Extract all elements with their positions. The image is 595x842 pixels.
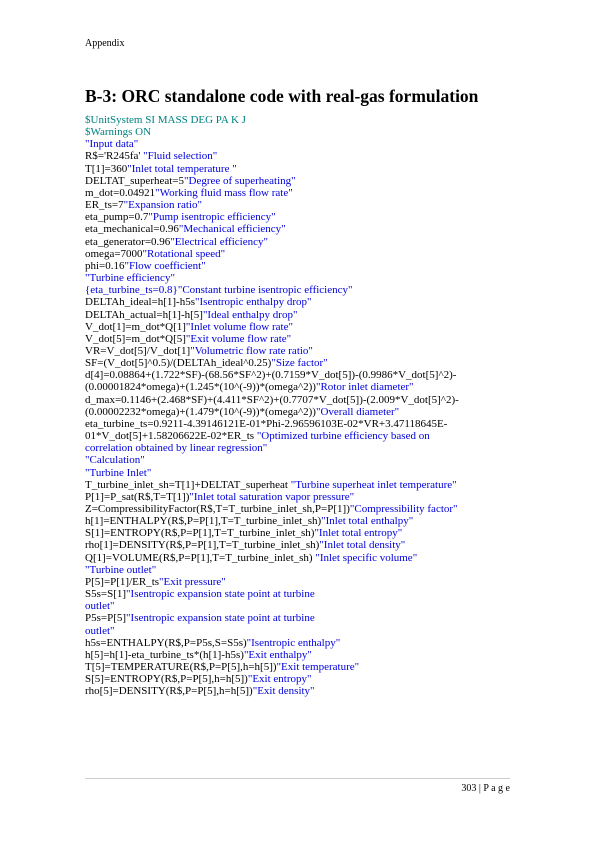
comment-text: "Exit volume flow rate" [185, 332, 292, 345]
directive-text: $Warnings ON [85, 126, 152, 139]
comment-text: "Volumetric flow rate ratio" [190, 344, 313, 357]
code-line [85, 625, 515, 637]
comment-text: outlet" [85, 624, 115, 637]
code-line [85, 272, 515, 284]
comment-text: "Inlet total density" [319, 539, 406, 552]
comment-text: "Rotational speed" [142, 247, 226, 260]
comment-text: "Electrical efficiency" [170, 235, 268, 248]
code-text: (0.00001824*omega)+(1.245*(10^(-9))*(omega^2)) [85, 381, 316, 394]
comment-text: "Inlet volume flow rate" [185, 320, 293, 333]
comment-text: correlation obtained by linear regression" [85, 442, 268, 455]
comment-text: "Exit entropy" [247, 673, 312, 686]
comment-text: "Isentropic enthalpy" [246, 636, 341, 649]
code-text: DELTAh_ideal=h[1]-h5s [85, 296, 196, 309]
comment-text: "Inlet total entropy" [314, 527, 403, 540]
code-text: d_max=0.1146+(2.468*SF)+(4.411*SF^2)+(0.7707*V_dot[5])-(2.009*V_dot[5]^2)- [85, 393, 459, 406]
code-line [85, 187, 515, 199]
comment-text: "Flow coefficient" [124, 259, 206, 272]
section-title: B-3: ORC standalone code with real-gas formulation [85, 86, 479, 106]
code-text: P[1]=P_sat(R$,T=T[1]) [85, 490, 190, 503]
code-line [85, 503, 515, 515]
comment-text: "Overall diameter" [315, 405, 400, 418]
code-line [85, 406, 515, 418]
code-text: (0.00002232*omega)+(1.479*(10^(-9))*(omega^2)) [85, 405, 316, 418]
comment-text: "Exit temperature" [276, 661, 360, 674]
comment-text: "Expansion ratio" [123, 199, 202, 212]
code-text: T[1]=360 [85, 162, 128, 175]
code-line [85, 588, 515, 600]
code-text: 01*V_dot[5]+1.58206622E-02*ER_ts [85, 430, 257, 443]
comment-text: "Isentropic enthalpy drop" [195, 296, 312, 309]
code-line [85, 454, 515, 466]
code-line [85, 515, 515, 527]
code-text: h[5]=h[1]-eta_turbine_ts*(h[1]-h5s) [85, 648, 244, 661]
comment-text: "Degree of superheating" [184, 174, 296, 187]
code-text: h5s=ENTHALPY(R$,P=P5s,S=S5s) [85, 636, 247, 649]
code-line [85, 381, 515, 393]
comment-text: "Isentropic expansion state point at turbine [126, 588, 315, 601]
code-line [85, 284, 515, 296]
page-footer: 303 | P a g e [85, 778, 510, 794]
code-text: SF=(V_dot[5]^0.5)/(DELTAh_ideal^0.25) [85, 357, 272, 370]
code-text: S[5]=ENTROPY(R$,P=P[5],h=h[5]) [85, 673, 248, 686]
code-text: Q[1]=VOLUME(R$,P=P[1],T=T_turbine_inlet_sh) [85, 551, 316, 564]
code-line [85, 357, 515, 369]
comment-text: "Compressibility factor" [349, 503, 458, 515]
code-text: DELTAT_superheat=5 [85, 174, 185, 187]
code-line [85, 552, 515, 564]
code-text: m_dot=0.04921 [85, 186, 156, 199]
code-line [85, 211, 515, 223]
comment-text: "Fluid selection" [143, 150, 218, 163]
code-text: P5s=P[5] [85, 612, 127, 625]
code-text: P[5]=P[1]/ER_ts [85, 575, 160, 588]
code-text: VR=V_dot[5]/V_dot[1] [85, 344, 191, 357]
running-header: Appendix [85, 38, 125, 49]
code-line [85, 138, 515, 150]
code-line [85, 248, 515, 260]
comment-text: "Turbine Inlet" [85, 466, 152, 479]
comment-text: "Input data" [85, 138, 139, 151]
comment-text: "Size factor" [271, 357, 328, 370]
code-text: eta_pump=0.7 [85, 211, 149, 224]
comment-text: "Calculation" [85, 454, 145, 467]
code-line [85, 175, 515, 187]
code-text: rho[5]=DENSITY(R$,P=P[5],h=h[5]) [85, 685, 253, 698]
code-line [85, 527, 515, 539]
code-line [85, 418, 515, 430]
code-text: S5s=S[1] [85, 588, 127, 601]
comment-text: "Rotor inlet diameter" [315, 381, 414, 394]
code-line [85, 649, 515, 661]
code-line [85, 321, 515, 333]
code-line [85, 114, 515, 126]
code-text: eta_turbine_ts=0.9211-4.39146121E-01*Phi-2.96596103E-02*VR+3.47118645E- [85, 417, 448, 430]
code-line [85, 126, 515, 138]
code-line [85, 661, 515, 673]
comment-text: "Exit pressure" [159, 575, 226, 588]
comment-text: "Optimized turbine efficiency based on [256, 430, 430, 443]
code-line [85, 309, 515, 321]
code-line [85, 296, 515, 308]
code-listing [85, 114, 515, 698]
code-line [85, 163, 515, 175]
code-text: R$='R245fa' [85, 150, 144, 163]
code-line [85, 491, 515, 503]
comment-text: "Isentropic expansion state point at turbine [126, 612, 315, 625]
code-line [85, 442, 515, 454]
comment-text: "Turbine outlet" [85, 563, 157, 576]
comment-text: "Turbine superheat inlet temperature" [290, 478, 457, 491]
code-line [85, 576, 515, 588]
code-line [85, 612, 515, 624]
code-text: V_dot[1]=m_dot*Q[1] [85, 320, 186, 333]
code-line [85, 479, 515, 491]
code-text: eta_generator=0.96 [85, 235, 171, 248]
code-line [85, 369, 515, 381]
code-line [85, 345, 515, 357]
code-text: eta_mechanical=0.96 [85, 223, 179, 236]
code-text: Z=CompressibilityFactor(R$,T=T_turbine_inlet_sh,P=P[1]) [85, 503, 350, 515]
code-line [85, 637, 515, 649]
comment-text: "Inlet total saturation vapor pressure" [189, 490, 355, 503]
code-text: DELTAh_actual=h[1]-h[5] [85, 308, 203, 321]
comment-text: {eta_turbine_ts=0.8}"Constant turbine isentropic efficiency" [85, 284, 353, 297]
comment-text: "Inlet total temperature " [127, 162, 237, 175]
code-line [85, 333, 515, 345]
code-text: phi=0.16 [85, 259, 125, 272]
code-line [85, 394, 515, 406]
code-line [85, 467, 515, 479]
code-line [85, 236, 515, 248]
comment-text: "Exit density" [252, 685, 315, 698]
directive-text: $UnitSystem SI MASS DEG PA K J [85, 114, 246, 126]
code-line [85, 673, 515, 685]
code-text: T_turbine_inlet_sh=T[1]+DELTAT_superheat [85, 478, 291, 491]
code-line [85, 223, 515, 235]
code-line [85, 199, 515, 211]
comment-text: "Pump isentropic efficiency" [148, 211, 276, 224]
code-text: d[4]=0.08864+(1.722*SF)-(68.56*SF^2)+(0.7159*V_dot[5])-(0.9986*V_dot[5]^2)- [85, 369, 457, 382]
code-line [85, 539, 515, 551]
code-text: ER_ts=7 [85, 199, 124, 212]
code-text: rho[1]=DENSITY(R$,P=P[1],T=T_turbine_inlet_sh) [85, 539, 320, 552]
comment-text: "Working fluid mass flow rate" [155, 186, 293, 199]
code-text: omega=7000 [85, 247, 143, 260]
code-line [85, 260, 515, 272]
code-text: S[1]=ENTROPY(R$,P=P[1],T=T_turbine_inlet_sh) [85, 527, 315, 540]
code-line [85, 564, 515, 576]
comment-text: "Ideal enthalpy drop" [202, 308, 298, 321]
comment-text: "Inlet total enthalpy" [321, 515, 414, 528]
comment-text: "Exit enthalpy" [243, 648, 312, 661]
code-line [85, 430, 515, 442]
code-text: T[5]=TEMPERATURE(R$,P=P[5],h=h[5]) [85, 661, 277, 674]
code-text: h[1]=ENTHALPY(R$,P=P[1],T=T_turbine_inlet_sh) [85, 515, 322, 528]
comment-text: "Inlet specific volume" [315, 551, 418, 564]
code-line [85, 150, 515, 162]
comment-text: "Turbine efficiency" [85, 272, 175, 285]
code-line [85, 685, 515, 697]
code-text: V_dot[5]=m_dot*Q[5] [85, 332, 186, 345]
code-line [85, 600, 515, 612]
comment-text: outlet" [85, 600, 115, 613]
comment-text: "Mechanical efficiency" [178, 223, 286, 236]
